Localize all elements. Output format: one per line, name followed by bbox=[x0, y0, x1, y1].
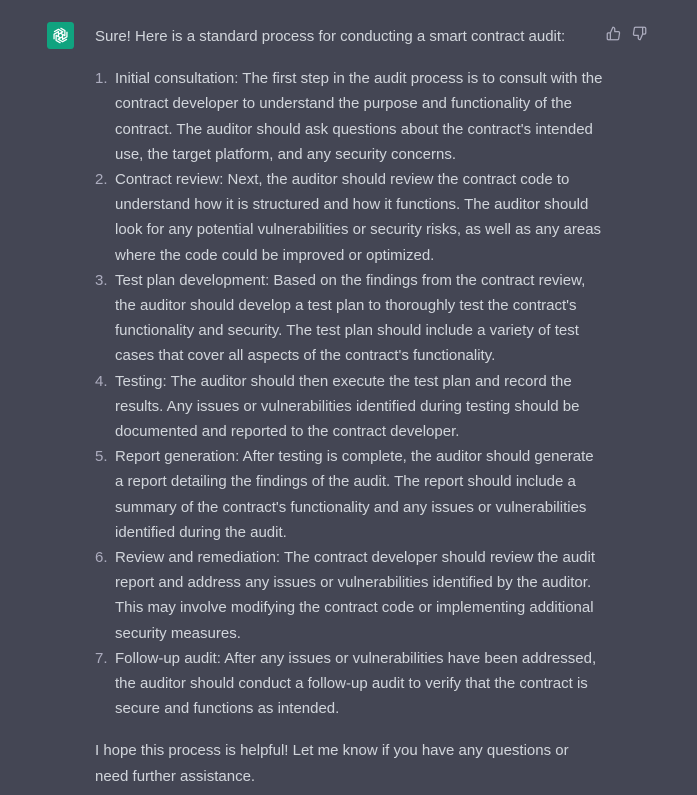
message-outro: I hope this process is helpful! Let me know if you have any questions or need further assistance. bbox=[95, 742, 569, 785]
list-item-text: Contract review: Next, the auditor should review the contract code to understand how it is structured and how it functions. The auditor should look for any potential vulnerabilities or security risks, as well as any areas where the code could be improved or optimized. bbox=[115, 171, 602, 264]
list-item bbox=[95, 646, 605, 722]
feedback-buttons bbox=[605, 25, 647, 41]
assistant-avatar bbox=[47, 22, 74, 49]
list-item-text: Review and remediation: The contract developer should review the audit report and address any issues or vulnerabilities identified by the auditor. This may involve modifying the contract code or implementing additional security measures. bbox=[115, 549, 595, 642]
list-item bbox=[95, 268, 605, 369]
openai-logo-icon bbox=[50, 25, 71, 46]
list-item-text: Report generation: After testing is complete, the auditor should generate a report detailing the findings of the audit. The report should include a summary of the contract's functionality and any issues or vulnerabilities identified during the audit. bbox=[115, 448, 594, 541]
thumbs-down-button[interactable] bbox=[631, 25, 647, 41]
list-item bbox=[95, 167, 605, 268]
list-item bbox=[95, 545, 605, 646]
steps-list bbox=[95, 66, 605, 721]
thumbs-up-icon bbox=[606, 26, 621, 41]
list-item bbox=[95, 66, 605, 167]
list-item-number: 6. bbox=[95, 549, 108, 567]
list-item-number: 3. bbox=[95, 271, 108, 289]
list-item-text: Test plan development: Based on the findings from the contract review, the auditor should develop a test plan to thoroughly test the contract's functionality and security. The test plan should include a variety of test cases that cover all aspects of the contract's functionality. bbox=[115, 271, 586, 365]
message-intro: Sure! Here is a standard process for conducting a smart contract audit: bbox=[95, 28, 566, 45]
list-item-text: Initial consultation: The first step in the audit process is to consult with the contract developer to understand the purpose and functionality of the contract. The auditor should ask questions about the contract's intended use, the target platform, and any security concerns. bbox=[115, 70, 603, 163]
list-item bbox=[95, 369, 605, 445]
list-item-number: 1. bbox=[95, 70, 108, 88]
list-item-number: 2. bbox=[95, 171, 108, 189]
list-item-number: 7. bbox=[95, 649, 108, 667]
thumbs-up-button[interactable] bbox=[605, 25, 621, 41]
list-item-text: Testing: The auditor should then execute the test plan and record the results. Any issues or vulnerabilities identified during testing should be documented and reported to the contract developer. bbox=[115, 372, 580, 441]
list-item-number: 4. bbox=[95, 372, 108, 390]
thumbs-down-icon bbox=[632, 26, 647, 41]
list-item-text: Follow-up audit: After any issues or vulnerabilities have been addressed, the auditor should conduct a follow-up audit to verify that the contract is secure and functions as intended. bbox=[115, 649, 597, 718]
list-item-number: 5. bbox=[95, 448, 108, 466]
message-content bbox=[95, 24, 605, 789]
list-item bbox=[95, 444, 605, 545]
